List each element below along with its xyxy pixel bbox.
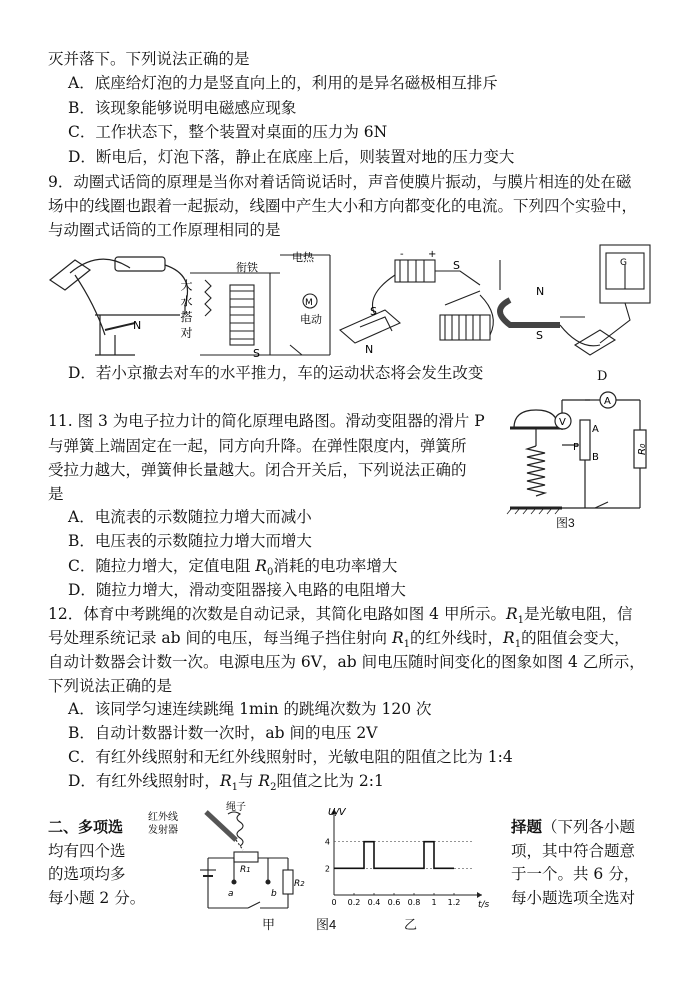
- chart-x-arrow: [477, 892, 482, 898]
- d-s-label: S: [536, 329, 543, 342]
- fig4-r2-label: R2: [294, 879, 305, 889]
- fig4-emitter-label: 发射器: [148, 825, 178, 836]
- fig4-b-label: b: [271, 889, 277, 899]
- chart-x-tick-label: 0.6: [387, 898, 401, 907]
- q8-option-d: D．断电后，灯泡下落，静止在底座上后，则装置对地的压力变大: [68, 148, 515, 166]
- q11-option-d: D．随拉力增大，滑动变阻器接入电路的电阻增大: [68, 581, 406, 599]
- chart-x-tick-label: 0: [331, 898, 337, 907]
- fig4-caption-yi: 乙: [404, 917, 418, 932]
- q11-c-var: R: [255, 557, 267, 575]
- section-2-left-3: 每小题 2 分。: [48, 889, 146, 907]
- q9-line-1: 9．动圈式话筒的原理是当你对着话筒说话时，声音使膜片振动，与膜片相连的处在磁: [48, 173, 632, 191]
- b-iron-label: 衔铁: [236, 261, 258, 274]
- c-s1-label: S: [370, 305, 377, 318]
- section-2-right-bold: 择题: [511, 818, 543, 836]
- chart-x-tick-label: 0.2: [347, 898, 361, 907]
- q9-overlap-line: D．若小京撤去对车的水平推力，车的运动状态将会发生改变: [68, 364, 484, 382]
- q11-line-3: 受拉力越大，弹簧伸长量越大。闭合开关后，下列说法正确的: [48, 461, 467, 479]
- b-switch-label: S: [253, 347, 260, 360]
- q11-c-sub: 0: [266, 567, 274, 579]
- section-2-right-3: 每小题选项全选对: [511, 889, 636, 907]
- section-2-right-2: 于一个。共 6 分，: [511, 865, 640, 883]
- section-2-left-2: 的选项均多: [48, 865, 126, 883]
- q12-l1-var: R: [505, 605, 518, 623]
- terminal-a-label: A: [592, 424, 599, 435]
- fig4-a-label: a: [228, 889, 234, 899]
- q12-option-a: A．该同学匀速连续跳绳 1min 的跳绳次数为 120 次: [68, 700, 432, 718]
- q12-d-s1: 1: [231, 782, 238, 794]
- section-2-title: 二、多项选: [48, 818, 124, 836]
- q12-line-4: 下列说法正确的是: [48, 677, 173, 695]
- q12-d-pre: D．有红外线照射时，: [68, 772, 220, 790]
- q12-l2-sub1: 1: [403, 639, 410, 651]
- q9-line-3: 与动圈式话筒的工作原理相同的是: [48, 221, 281, 239]
- fig4-ir-label: 红外线: [148, 812, 178, 823]
- q11-c-pre: C．随拉力增大，定值电阻: [68, 557, 256, 575]
- c-plus-label: +: [428, 249, 437, 260]
- section-2-left-1: 均有四个选: [48, 842, 126, 860]
- b-motor-symbol: M: [305, 298, 313, 308]
- chart-x-tick-label: 0.8: [407, 898, 421, 907]
- d-n-label: N: [536, 285, 545, 298]
- figure-4-yi-chart: [312, 803, 497, 915]
- q12-l2-pre: 号处理系统记录 ab 间的电压，每当绳子挡住射向: [48, 629, 392, 647]
- q12-option-c: C．有红外线照射和无红外线照射时，光敏电阻的阻值之比为 1:4: [68, 748, 513, 766]
- q12-d-and: 与: [237, 772, 259, 790]
- chart-series-line: [334, 842, 454, 869]
- q12-d-r1: R: [219, 772, 232, 790]
- chart-y-tick-label: 4: [324, 837, 330, 847]
- chart-x-tick-label: 1.2: [447, 898, 461, 907]
- c-s2-label: S: [453, 259, 460, 272]
- figure-3-circuit: [500, 390, 660, 530]
- q8-option-b: B．该现象能够说明电磁感应现象: [68, 99, 297, 117]
- q11-line-4: 是: [48, 485, 64, 503]
- q12-l2-mid: 的红外线时，: [410, 629, 504, 647]
- q12-l1-pre: 12．体育中考跳绳的次数是自动记录，其简化电路如图 4 甲所示。: [48, 605, 506, 623]
- section-2-right-first: [511, 816, 635, 838]
- q12-option-b: B．自动计数器计数一次时，ab 间的电压 2V: [68, 724, 378, 742]
- q11-line-1: 11. 图 3 为电子拉力计的简化原理电路图。滑动变阻器的滑片 P: [48, 412, 485, 430]
- fig4-caption: 图4: [316, 917, 337, 932]
- chart-y-label: U/V: [328, 807, 346, 818]
- b-motor-label: 电动: [300, 313, 322, 326]
- fig4-caption-jia: 甲: [262, 917, 276, 932]
- q8-tail: 灭并落下。下列说法正确的是: [48, 50, 250, 68]
- q12-d-s2: 2: [270, 782, 277, 794]
- q8-option-c: C．工作状态下，整个装置对桌面的压力为 6N: [68, 123, 388, 141]
- q11-option-a: A．电流表的示数随拉力增大而减小: [68, 508, 312, 526]
- experiment-d: [500, 245, 650, 355]
- chart-x-tick-label: 1: [431, 898, 437, 907]
- q12-d-post: 阻值之比为 2:1: [276, 772, 384, 790]
- q12-l2-var1: R: [391, 629, 404, 647]
- b-side-label: 大 水 搭 对: [179, 279, 193, 339]
- slider-p-label: P: [573, 442, 580, 453]
- c-n-label: N: [365, 343, 374, 356]
- experiment-a: [50, 257, 188, 355]
- section-2-right-1: 项，其中符合题意: [511, 842, 636, 860]
- a-n-label: N: [133, 319, 142, 332]
- fig4-rope-label: 绳子: [226, 802, 246, 813]
- chart-y-tick-label: 2: [324, 864, 330, 874]
- figure-4-jia-circuit: [148, 800, 308, 915]
- q12-l2-sub2: 1: [514, 639, 522, 651]
- q8-option-a: A．底座给灯泡的力是竖直向上的，利用的是异名磁极相互排斥: [68, 74, 498, 92]
- figure-3-caption: 图3: [556, 516, 575, 530]
- q11-line-2: 与弹簧上端固定在一起，同方向升降。在弹性限度内，弹簧所: [48, 437, 467, 455]
- r0-label: R0: [637, 443, 648, 455]
- q11-option-b: B．电压表的示数随拉力增大而增大: [68, 532, 312, 550]
- fig4-r1-label: R1: [240, 865, 251, 875]
- terminal-b-label: B: [592, 452, 599, 463]
- q12-l2-post: 的阻值会变大，: [521, 629, 630, 647]
- section-2-right-paren: （下列各小题: [542, 818, 636, 836]
- q12-d-r2: R: [258, 772, 271, 790]
- q12-option-d: [68, 770, 384, 799]
- c-minus-label: -: [400, 249, 404, 260]
- q9-d-letter: D: [597, 369, 608, 384]
- ammeter-label: A: [604, 396, 611, 407]
- q12-l1-post: 是光敏电阻，信: [524, 605, 633, 623]
- d-g-label: G: [620, 258, 627, 268]
- chart-x-tick-label: 0.4: [367, 898, 381, 907]
- experiment-c: [340, 260, 493, 343]
- q12-l1-sub: 1: [517, 615, 524, 627]
- voltmeter-label: V: [559, 417, 566, 428]
- b-heat-label: 电热: [292, 251, 314, 264]
- q12-l2-var2: R: [503, 629, 515, 647]
- q9-line-2: 场中的线圈也跟着一起振动，线圈中产生大小和方向都变化的电流。下列四个实验中，: [48, 197, 638, 215]
- q12-line-3: 自动计数器会计数一次。电源电压为 6V，ab 间电压随时间变化的图象如图 4 乙所示，: [48, 653, 645, 671]
- chart-x-label: t/s: [478, 900, 490, 910]
- q11-c-post: 消耗的电功率增大: [273, 557, 398, 575]
